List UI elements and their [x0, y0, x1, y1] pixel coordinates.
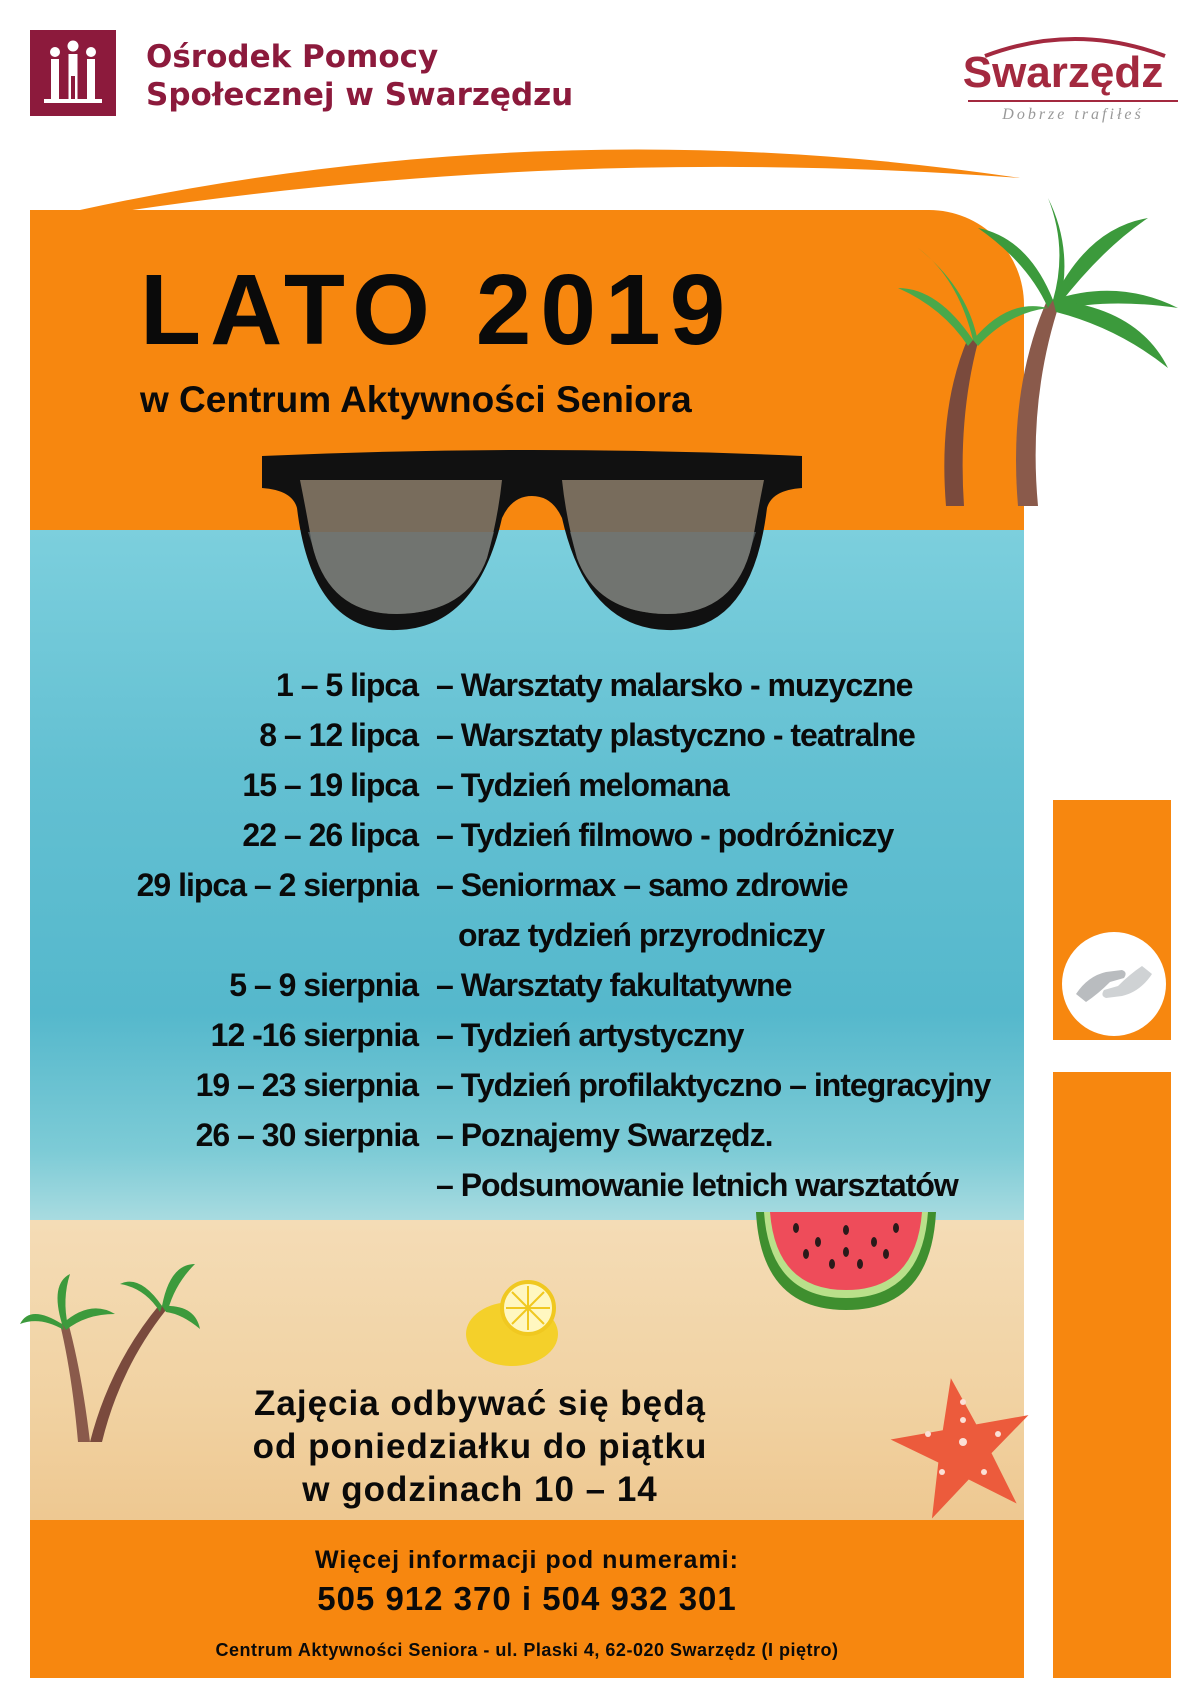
schedule-event: – Poznajemy Swarzędz.: [436, 1117, 773, 1153]
schedule-date: 12 -16 sierpnia: [210, 1017, 418, 1053]
schedule-row: [100, 660, 1000, 710]
schedule-date: 5 – 9 sierpnia: [229, 967, 418, 1003]
city-name: Swarzędz: [962, 48, 1164, 97]
poster-subtitle: w Centrum Aktywności Seniora: [140, 379, 692, 420]
schedule-event: – Tydzień artystyczny: [436, 1017, 744, 1053]
schedule-event: oraz tydzień przyrodniczy: [458, 917, 825, 953]
organization-name-line2: Społecznej w Swarzędzu: [146, 77, 574, 113]
city-tagline: Dobrze trafiłeś: [1002, 106, 1144, 123]
city-logo-divider: [968, 100, 1178, 102]
family-logo-icon: [30, 30, 116, 116]
schedule-row: [100, 860, 1000, 910]
schedule-row: [100, 1060, 1000, 1110]
watermelon-icon: [756, 1212, 936, 1312]
schedule-date: 26 – 30 sierpnia: [195, 1117, 418, 1153]
helping-hands-icon: [1062, 932, 1166, 1036]
schedule-date: 8 – 12 lipca: [259, 717, 418, 753]
schedule-event: – Tydzień filmowo - podróżniczy: [436, 817, 894, 853]
schedule-date: 1 – 5 lipca: [276, 667, 418, 703]
organization-name: [146, 38, 573, 114]
schedule-list: [100, 660, 1000, 1210]
hours-line2: od poniedziałku do piątku: [252, 1427, 708, 1466]
info-label: Więcej informacji pod numerami:: [315, 1546, 739, 1574]
schedule-row: [100, 1010, 1000, 1060]
schedule-event: – Seniormax – samo zdrowie: [436, 867, 848, 903]
phone-numbers: 505 912 370 i 504 932 301: [317, 1580, 737, 1617]
schedule-event: – Podsumowanie letnich warsztatów: [436, 1167, 958, 1203]
schedule-row: [100, 960, 1000, 1010]
hours-line3: w godzinach 10 – 14: [302, 1470, 658, 1509]
schedule-date: 22 – 26 lipca: [242, 817, 418, 853]
schedule-event: – Warsztaty malarsko - muzyczne: [436, 667, 913, 703]
schedule-row: [100, 910, 1000, 960]
schedule-date: 29 lipca – 2 sierpnia: [136, 867, 418, 903]
schedule-event: – Warsztaty plastyczno - teatralne: [436, 717, 915, 753]
schedule-date: 19 – 23 sierpnia: [195, 1067, 418, 1103]
organization-name-line1: Ośrodek Pomocy: [146, 39, 439, 75]
lemon-icon: [462, 1280, 562, 1370]
schedule-row: [100, 810, 1000, 860]
schedule-row: [100, 760, 1000, 810]
side-orange-panel-bottom: [1053, 1072, 1171, 1678]
city-logo: [948, 28, 1178, 128]
schedule-event: – Warsztaty fakultatywne: [436, 967, 792, 1003]
sunglasses-icon: [262, 448, 802, 638]
hours-line1: Zajęcia odbywać się będą: [254, 1384, 706, 1423]
schedule-row: [100, 710, 1000, 760]
schedule-hours: [160, 1382, 800, 1511]
starfish-icon: [888, 1372, 1038, 1522]
address: Centrum Aktywności Seniora - ul. Plaski 4, 62-020 Swarzędz (I piętro): [215, 1640, 839, 1660]
schedule-row: [100, 1110, 1000, 1160]
schedule-event: – Tydzień profilaktyczno – integracyjny: [436, 1067, 991, 1103]
schedule-row: [100, 1160, 1000, 1210]
poster-title: LATO 2019: [140, 254, 735, 366]
schedule-date: 15 – 19 lipca: [242, 767, 418, 803]
palm-tree-icon: [898, 188, 1188, 508]
schedule-event: – Tydzień melomana: [436, 767, 729, 803]
